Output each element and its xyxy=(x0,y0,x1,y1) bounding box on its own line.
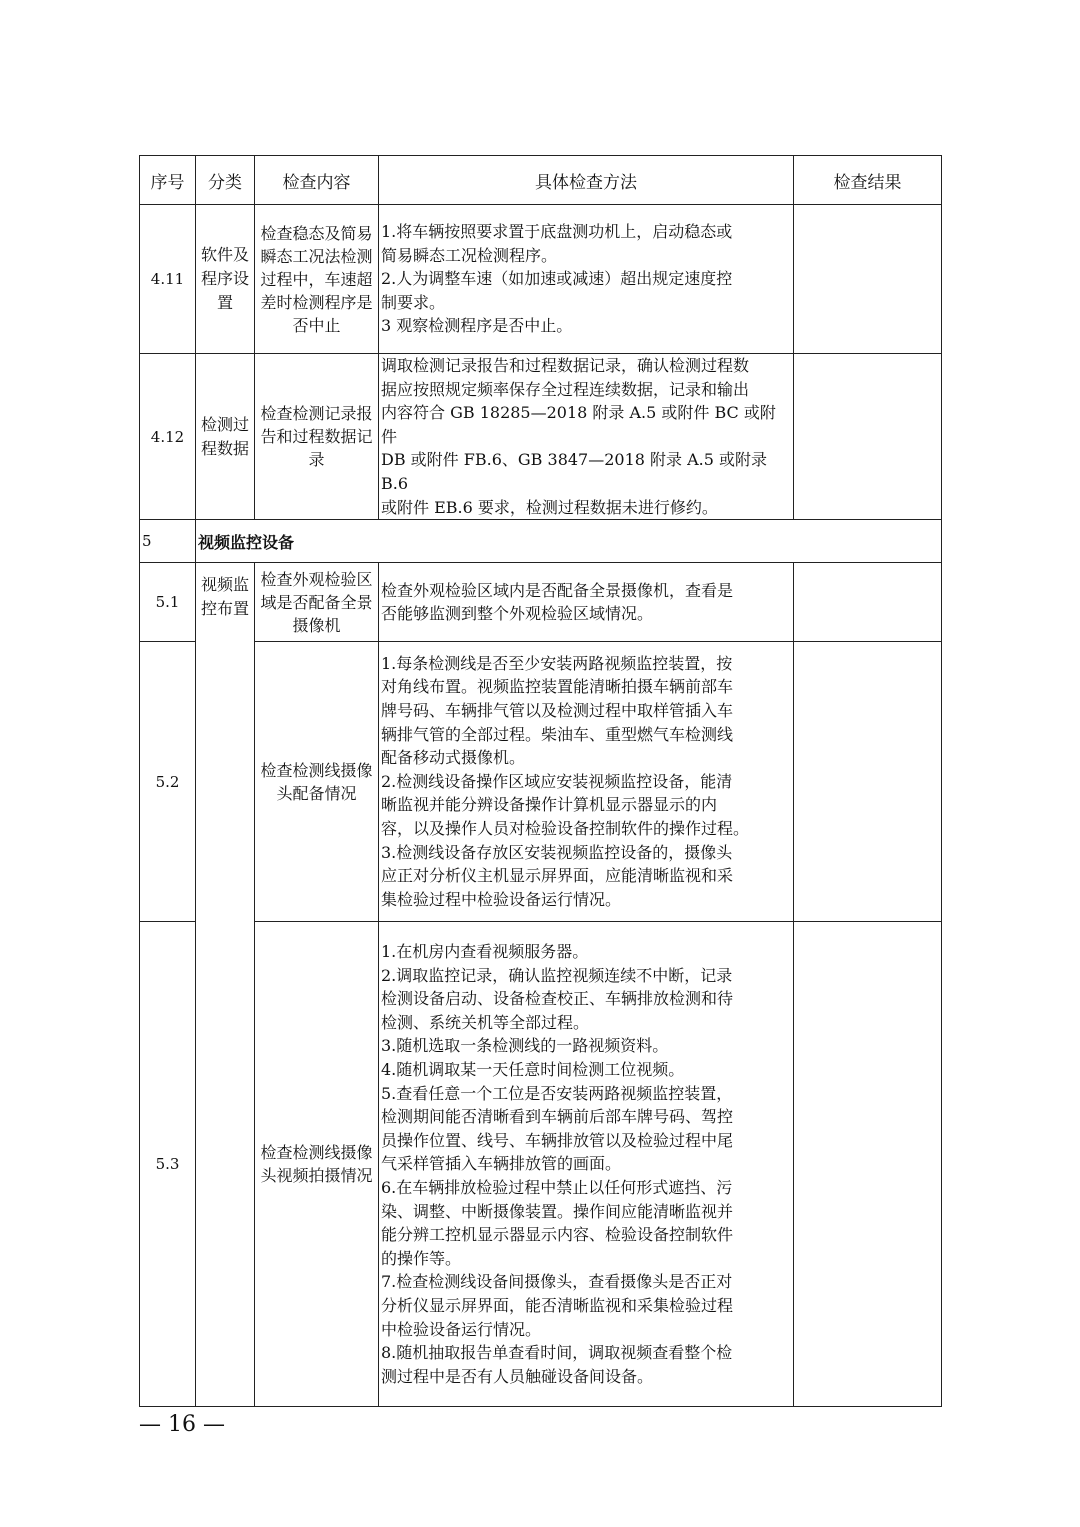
method-line: 牌号码、车辆排气管以及检测过程中取样管插入车 xyxy=(381,701,734,721)
inspection-table xyxy=(139,155,942,1407)
method-line: 容，以及操作人员对检验设备控制软件的操作过程。 xyxy=(381,819,750,839)
method-line: 1.将车辆按照要求置于底盘测功机上，启动稳态或 xyxy=(381,222,733,242)
method-line: 4.随机调取某一天任意时间检测工位视频。 xyxy=(381,1059,685,1079)
method-line: 调取检测记录报告和过程数据记录，确认检测过程数 xyxy=(381,356,750,375)
method-line: 检查外观检验区域内是否配备全景摄像机，查看是 xyxy=(381,580,734,600)
method-line: 3.随机选取一条检测线的一路视频资料。 xyxy=(381,1036,669,1056)
method-line: 1.在机房内查看视频服务器。 xyxy=(381,942,589,962)
row-method xyxy=(379,205,794,354)
table-row-5-3 xyxy=(140,922,942,1407)
method-line: 应正对分析仪主机显示屏界面，应能清晰监视和采 xyxy=(381,866,734,886)
method-line: 检测期间能否清晰看到车辆前后部车牌号码、驾控 xyxy=(381,1107,734,1127)
method-line: 晰监视并能分辨设备操作计算机显示器显示的内 xyxy=(381,795,718,815)
row-result xyxy=(794,563,942,642)
row-result xyxy=(794,354,942,520)
row-result xyxy=(794,642,942,922)
row-content: 检查检测线摄像头视频拍摄情况 xyxy=(255,922,379,1407)
method-line: 2.人为调整车速（如加速或减速）超出规定速度控 xyxy=(381,269,733,289)
table-row-4-12 xyxy=(140,354,942,520)
method-line: 辆排气管的全部过程。柴油车、重型燃气车检测线 xyxy=(381,724,734,744)
method-line: 集检验过程中检验设备运行情况。 xyxy=(381,889,622,909)
row-content: 检查外观检验区域是否配备全景摄像机 xyxy=(255,563,379,642)
section-row-5 xyxy=(140,520,942,563)
method-line: 配备移动式摄像机。 xyxy=(381,748,526,768)
row-number: 5.1 xyxy=(140,563,196,642)
section-title: 视频监控设备 xyxy=(196,520,942,563)
header-result: 检查结果 xyxy=(794,156,942,205)
row-method xyxy=(379,642,794,922)
row-category: 软件及程序设置 xyxy=(196,205,255,354)
header-method: 具体检查方法 xyxy=(379,156,794,205)
method-line: 员操作位置、线号、车辆排放管以及检验过程中尾 xyxy=(381,1130,734,1150)
method-line: 对角线布置。视频监控装置能清晰拍摄车辆前部车 xyxy=(381,677,734,697)
method-line: 中检验设备运行情况。 xyxy=(381,1319,542,1339)
row-content: 检查稳态及简易瞬态工况法检测过程中，车速超差时检测程序是否中止 xyxy=(255,205,379,354)
table-row-5-2 xyxy=(140,642,942,922)
method-line: 6.在车辆排放检验过程中禁止以任何形式遮挡、污 xyxy=(381,1177,733,1197)
method-line: 气采样管插入车辆排放管的画面。 xyxy=(381,1154,622,1174)
method-line: 8.随机抽取报告单查看时间，调取视频查看整个检 xyxy=(381,1343,733,1363)
method-line: 简易瞬态工况检测程序。 xyxy=(381,245,558,265)
header-content: 检查内容 xyxy=(255,156,379,205)
table-row-5-1 xyxy=(140,563,942,642)
row-number: 5.2 xyxy=(140,642,196,922)
page-number: — 16 — xyxy=(139,1412,225,1437)
row-method xyxy=(379,354,794,520)
row-content: 检查检测记录报告和过程数据记录 xyxy=(255,354,379,520)
method-line: 检测、系统关机等全部过程。 xyxy=(381,1012,590,1032)
method-line: 2.检测线设备操作区域应安装视频监控设备，能清 xyxy=(381,771,733,791)
method-line: 3 观察检测程序是否中止。 xyxy=(381,316,573,336)
row-result xyxy=(794,205,942,354)
method-line: 检测设备启动、设备检查校正、车辆排放检测和待 xyxy=(381,989,734,1009)
row-method xyxy=(379,922,794,1407)
method-line: 内容符合 GB 18285—2018 附录 A.5 或附件 BC 或附件 xyxy=(381,403,776,446)
method-line: 染、调整、中断摄像装置。操作间应能清晰监视并 xyxy=(381,1201,734,1221)
method-line: 分析仪显示屏界面，能否清晰监视和采集检验过程 xyxy=(381,1295,734,1315)
method-line: 能分辨工控机显示器显示内容、检验设备控制软件 xyxy=(381,1225,734,1245)
method-line: 2.调取监控记录，确认监控视频连续不中断，记录 xyxy=(381,965,733,985)
method-line: 制要求。 xyxy=(381,292,446,312)
method-line: DB 或附件 FB.6、GB 3847—2018 附录 A.5 或附录 B.6 xyxy=(381,450,768,493)
header-seq: 序号 xyxy=(140,156,196,205)
method-line: 3.检测线设备存放区安装视频监控设备的，摄像头 xyxy=(381,842,733,862)
method-line: 的操作等。 xyxy=(381,1248,462,1268)
row-method xyxy=(379,563,794,642)
method-line: 5.查看任意一个工位是否安装两路视频监控装置， xyxy=(381,1083,733,1103)
header-row xyxy=(140,156,942,205)
method-line: 测过程中是否有人员触碰设备间设备。 xyxy=(381,1366,654,1386)
method-line: 否能够监测到整个外观检验区域情况。 xyxy=(381,604,654,624)
row-category: 视频监控布置 xyxy=(196,563,255,1407)
row-number: 5.3 xyxy=(140,922,196,1407)
method-line: 1.每条检测线是否至少安装两路视频监控装置，按 xyxy=(381,653,733,673)
method-line: 或附件 EB.6 要求，检测过程数据未进行修约。 xyxy=(381,497,718,517)
header-category: 分类 xyxy=(196,156,255,205)
row-number: 4.11 xyxy=(140,205,196,354)
row-result xyxy=(794,922,942,1407)
section-number: 5 xyxy=(140,520,196,563)
table-row-4-11 xyxy=(140,205,942,354)
method-line: 7.检查检测线设备间摄像头，查看摄像头是否正对 xyxy=(381,1272,733,1292)
row-number: 4.12 xyxy=(140,354,196,520)
row-content: 检查检测线摄像头配备情况 xyxy=(255,642,379,922)
method-line: 据应按照规定频率保存全过程连续数据，记录和输出 xyxy=(381,379,750,399)
row-category: 检测过程数据 xyxy=(196,354,255,520)
